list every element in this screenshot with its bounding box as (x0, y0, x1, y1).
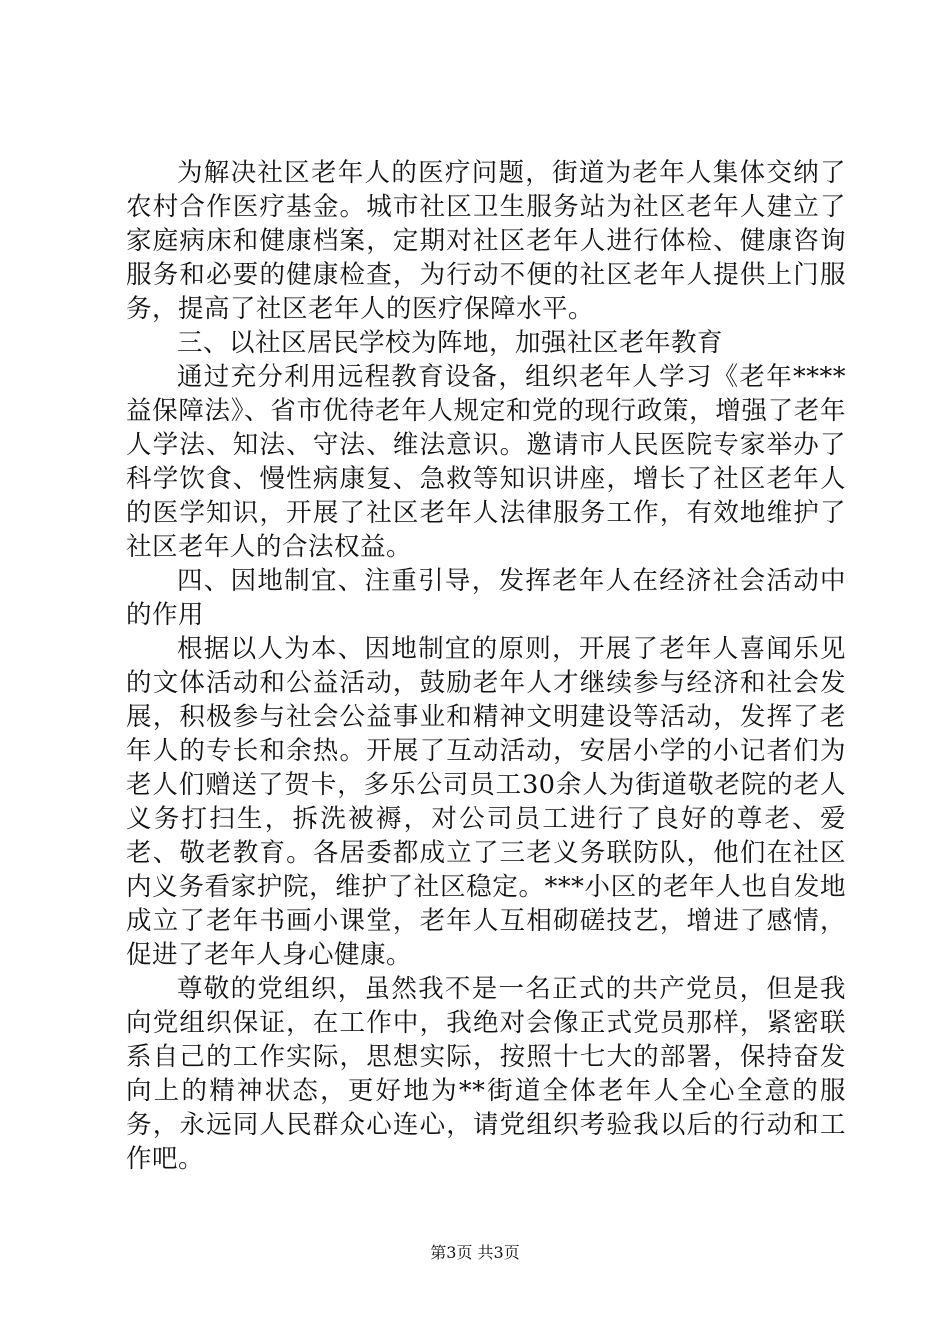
page-footer: 第3页 共3页 (430, 1243, 520, 1262)
paragraph-pledge: 尊敬的党组织，虽然我不是一名正式的共产党员，但是我向党组织保证，在工作中，我绝对会像正式党员那样，紧密联系自己的工作实际，思想实际，按照十七大的部署，保持奋发向上的精神状态，更好地为**街道全体老年人全心全意的服务，永远同人民群众心连心，请党组织考验我以后的行动和工作吧。 (126, 974, 846, 1174)
paragraph-education: 通过充分利用远程教育设备，组织老年人学习《老年****益保障法》、省市优待老年人规定和党的现行政策，增强了老年人学法、知法、守法、维法意识。邀请市人民医院专家举办了科学饮食、慢性病康复、急救等知识讲座，增长了社区老年人的医学知识，开展了社区老年人法律服务工作，有效地维护了社区老年人的合法权益。 (126, 362, 846, 562)
document-body (126, 156, 846, 1176)
paragraph-activities: 根据以人为本、因地制宜的原则，开展了老年人喜闻乐见的文体活动和公益活动，鼓励老年人才继续参与经济和社会发展，积极参与社会公益事业和精神文明建设等活动，发挥了老年人的专长和余热。开展了互动活动，安居小学的小记者们为老人们赠送了贺卡，多乐公司员工30余人为街道敬老院的老人义务打扫生，拆洗被褥，对公司员工进行了良好的尊老、爱老、敬老教育。各居委都成立了三老义务联防队，他们在社区内义务看家护院，维护了社区稳定。***小区的老年人也自发地成立了老年书画小课堂，老年人互相砌磋技艺，增进了感情，促进了老年人身心健康。 (126, 634, 846, 970)
section-heading-role: 四、因地制宜、注重引导，发挥老年人在经济社会活动中的作用 (126, 566, 846, 630)
section-heading-education: 三、以社区居民学校为阵地，加强社区老年教育 (177, 328, 724, 358)
paragraph-medical: 为解决社区老年人的医疗问题，街道为老年人集体交纳了农村合作医疗基金。城市社区卫生服务站为社区老年人建立了家庭病床和健康档案，定期对社区老年人进行体检、健康咨询服务和必要的健康检查，为行动不便的社区老年人提供上门服务，提高了社区老年人的医疗保障水平。 (126, 158, 846, 324)
